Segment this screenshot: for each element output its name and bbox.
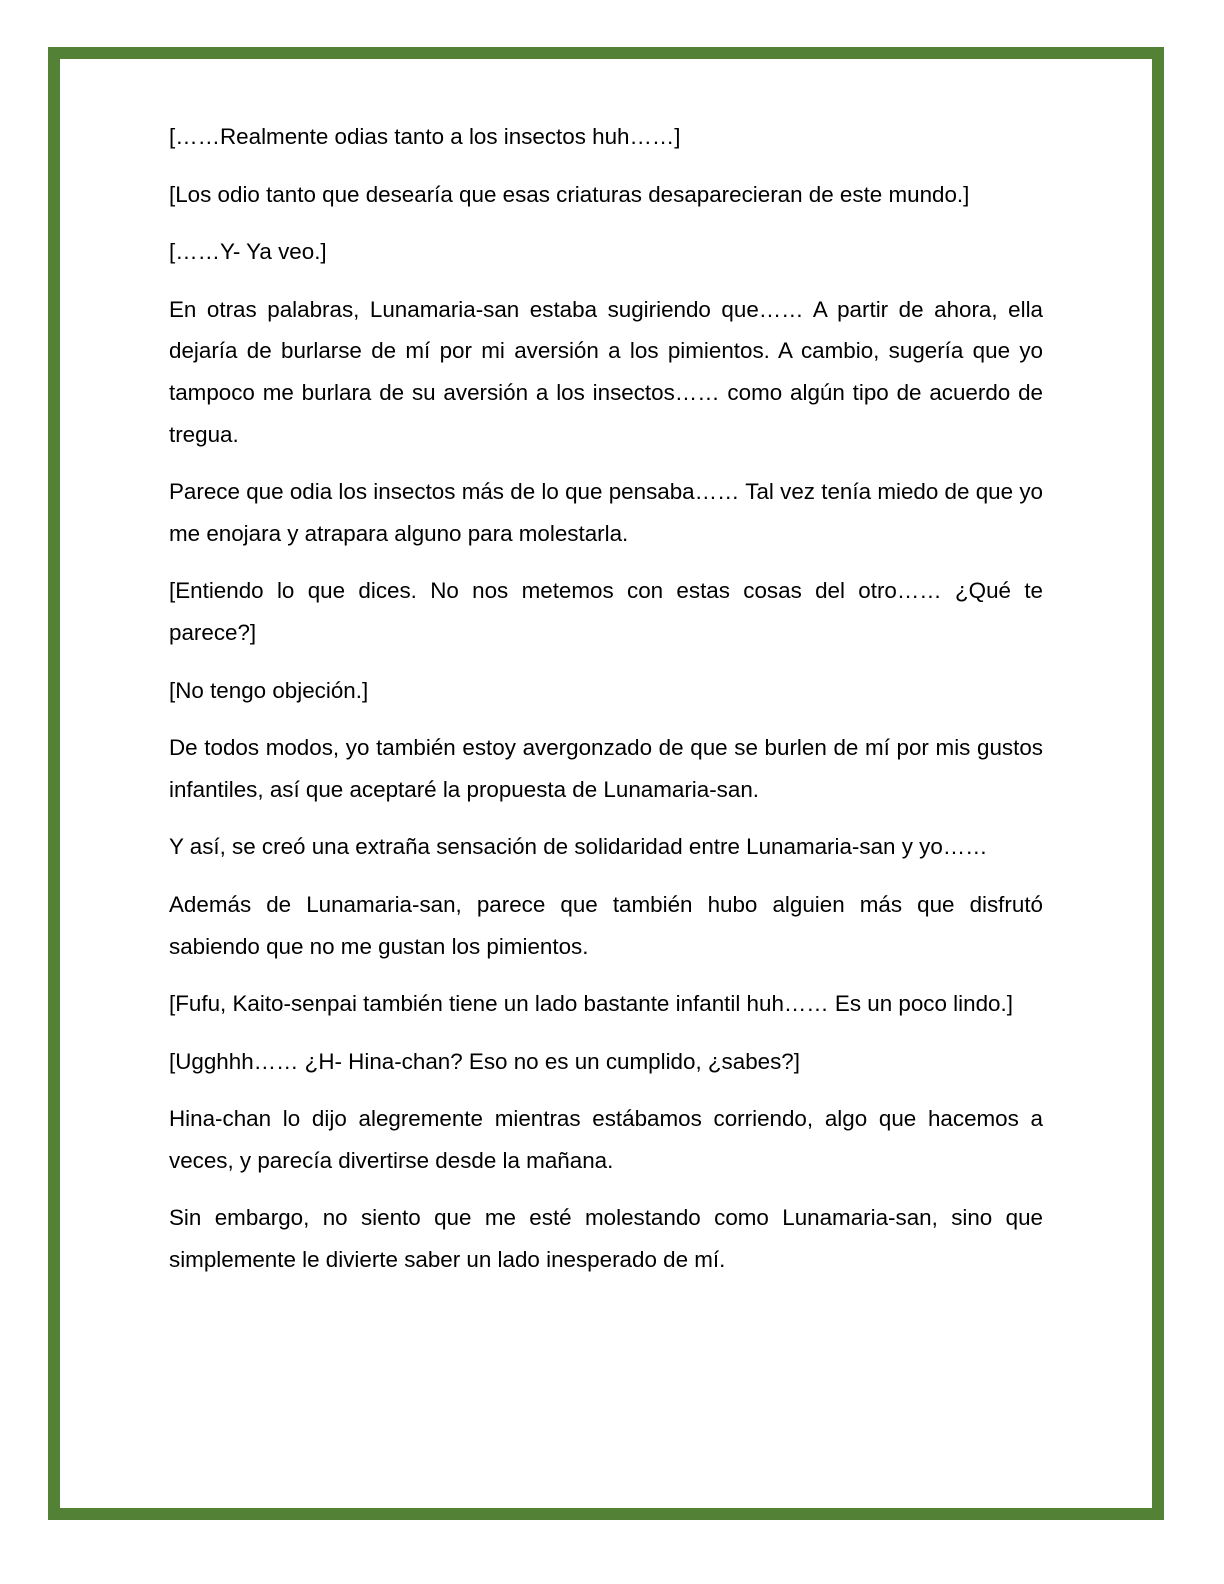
paragraph: [……Y- Ya veo.] — [169, 239, 327, 265]
paragraph: [……Realmente odias tanto a los insectos huh……] — [169, 124, 681, 149]
paragraph: Hina-chan lo dijo alegremente mientras estábamos corriendo, algo que hacemos a veces, y parecía divertirse desde la mañana. — [169, 1106, 1043, 1173]
paragraph: [Ugghhh…… ¿H- Hina-chan? Eso no es un cumplido, ¿sabes?] — [169, 1048, 800, 1074]
paragraph: [Entiendo lo que dices. No nos metemos con estas cosas del otro…… ¿Qué te parece?] — [169, 578, 1043, 645]
document-body — [169, 116, 1043, 1297]
paragraph: Y así, se creó una extraña sensación de solidaridad entre Lunamaria-san y yo…… — [169, 834, 988, 860]
paragraph: Parece que odia los insectos más de lo que pensaba…… Tal vez tenía miedo de que yo me enojara y atrapara alguno para molestarla. — [169, 479, 1043, 546]
paragraph: [No tengo objeción.] — [169, 677, 369, 703]
paragraph: [Los odio tanto que desearía que esas criaturas desaparecieran de este mundo.] — [169, 181, 970, 207]
paragraph: Sin embargo, no siento que me esté molestando como Lunamaria-san, sino que simplemente le divierte saber un lado inesperado de mí. — [169, 1205, 1043, 1273]
paragraph: [Fufu, Kaito-senpai también tiene un lado bastante infantil huh…… Es un poco lindo.] — [169, 991, 1013, 1017]
paragraph: Además de Lunamaria-san, parece que también hubo alguien más que disfrutó sabiendo que no me gustan los pimientos. — [169, 891, 1043, 959]
paragraph: En otras palabras, Lunamaria-san estaba sugiriendo que…… A partir de ahora, ella dejaría de burlarse de mí por mi aversión a los pimientos. A cambio, sugería que yo tampoco me burlara de su aversión a los insectos…… como algún tipo de acuerdo de tregua. — [169, 296, 1043, 447]
paragraph: De todos modos, yo también estoy avergonzado de que se burlen de mí por mis gustos infantiles, así que aceptaré la propuesta de Lunamaria-san. — [169, 735, 1043, 802]
